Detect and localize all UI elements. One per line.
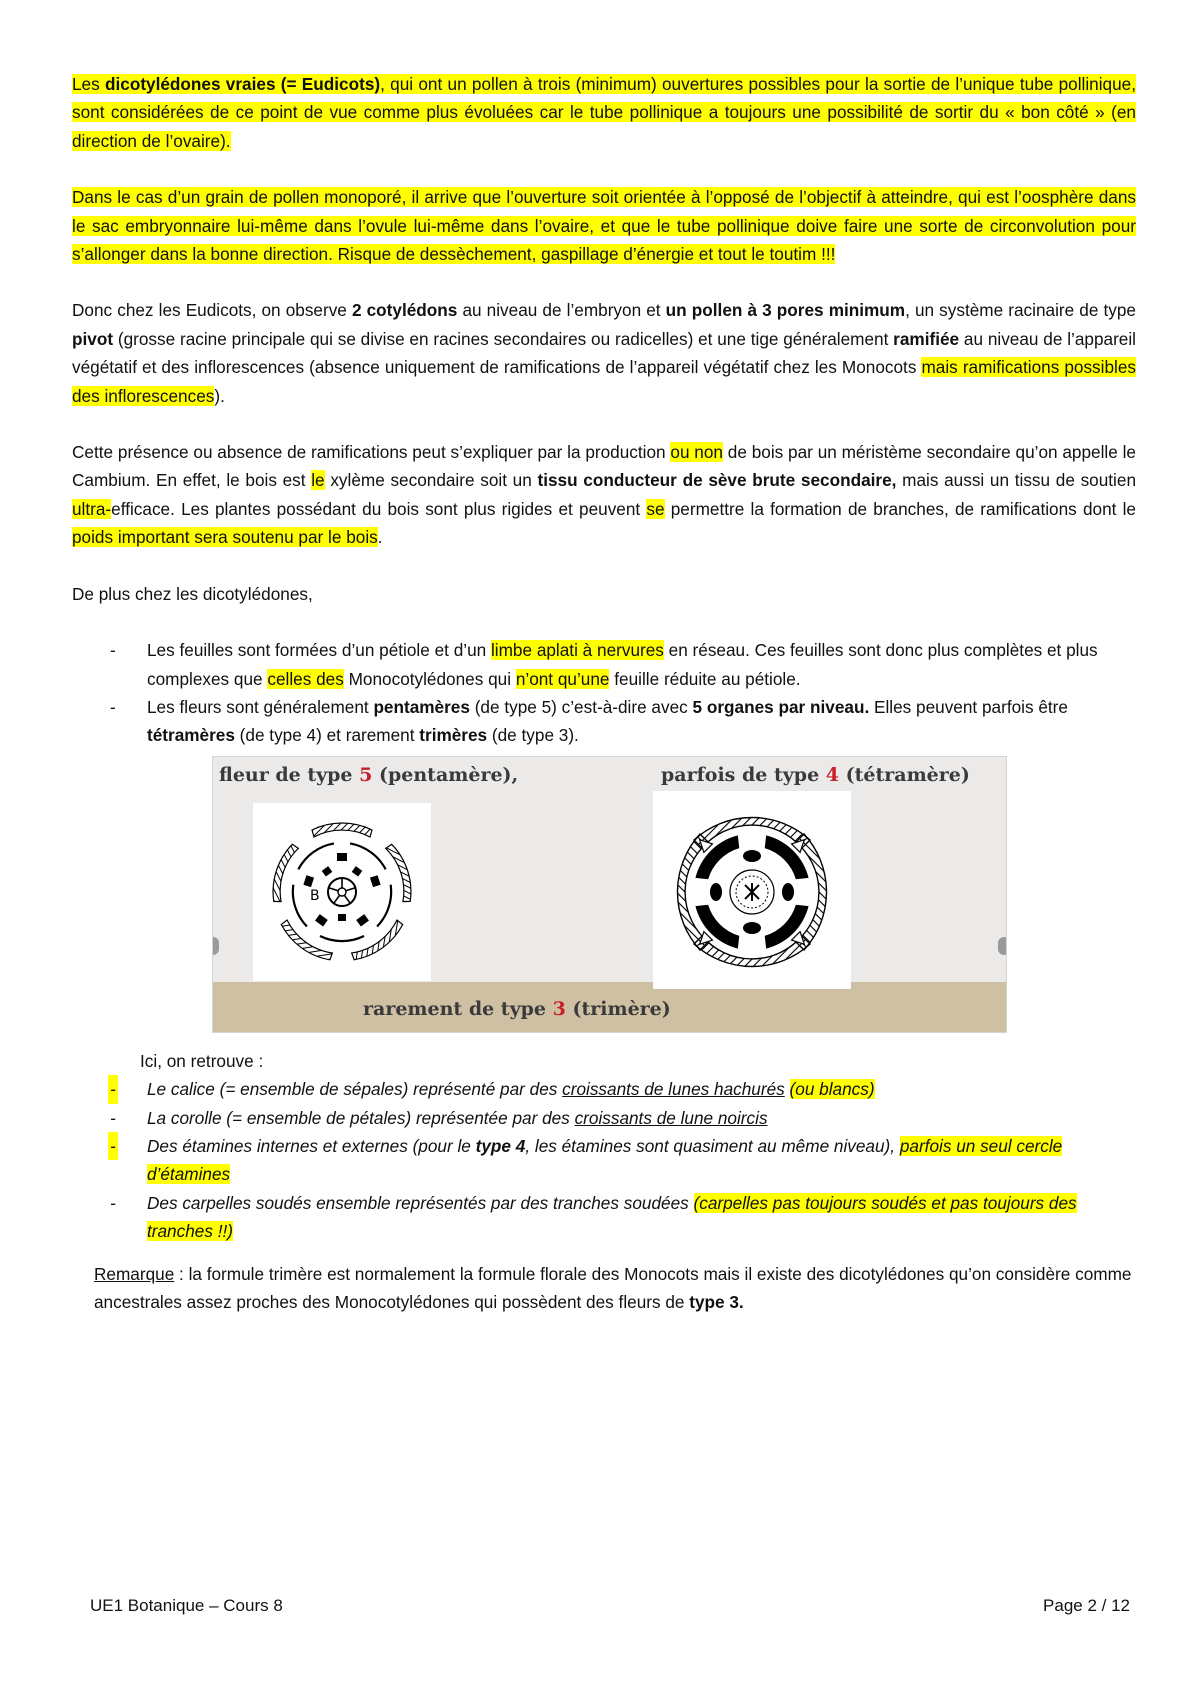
list-item: - La corolle (= ensemble de pétales) représentée par des croissants de lune noircis (110, 1107, 768, 1128)
tetramerous-diagram (653, 791, 851, 989)
list-item: - Les feuilles sont formées d’un pétiole et d’un limbe aplati à nervures en réseau. Ces feuilles sont donc plus complètes et plus complexes que celles des Monocotylédones qui n’ont qu’une feuille réduite au pétiole. (110, 640, 1098, 689)
paragraph-de-plus: De plus chez les dicotylédones, (72, 583, 313, 604)
paragraph-eudicots-traits: Donc chez les Eudicots, on observe 2 cotylédons au niveau de l’embryon et un pollen à 3 pores minimum, un système racinaire de type pivot (grosse racine principale qui se divise en racines secondaires ou radicelles) et une tige généralement ramifiée au niveau de l’appareil végétatif et des inflorescences (absence uniquement de ramifications de l’appareil végétatif chez les Monocots mais ramifications possibles des inflorescences). (72, 300, 1136, 406)
intro-ici: Ici, on retrouve : (140, 1050, 264, 1071)
figure-knob-left (212, 937, 219, 955)
figure-label-type4: parfois de type 4 (tétramère) (661, 763, 970, 786)
figure-knob-right (998, 937, 1007, 955)
pentamerous-diagram-svg (253, 803, 431, 981)
paragraph-cambium-wood: Cette présence ou absence de ramifications peut s’expliquer par la production ou non de bois par un méristème secondaire qu’on appelle le Cambium. En effet, le bois est le xylème secondaire soit un tissu conducteur de sève brute secondaire, mais aussi un tissu de soutien ultra-efficace. Les plantes possédant du bois sont plus rigides et peuvent se permettre la formation de branches, de ramifications dont le poids important sera soutenu par le bois. (72, 442, 1136, 548)
remark-paragraph: Remarque : la formule trimère est normalement la formule florale des Monocots mais il existe des dicotylédones qu’on considère comme ancestrales assez proches des Monocotylédones qui possèdent des fleurs de type 3. (94, 1263, 1132, 1312)
footer-course: UE1 Botanique – Cours 8 (90, 1596, 283, 1615)
diagram-letter: B (310, 887, 320, 904)
floral-diagram-figure (212, 756, 1007, 1033)
figure-label-type3: rarement de type 3 (trimère) (363, 997, 671, 1020)
tetramerous-diagram-svg (653, 791, 851, 989)
list-leaves-flowers (72, 636, 1136, 750)
list-item: - Les fleurs sont généralement pentamères (de type 5) c’est-à-dire avec 5 organes par niveau. Elles peuvent parfois être tétramères (de type 4) et rarement trimères (de type 3). (110, 696, 1068, 746)
figure-label-type5: fleur de type 5 (pentamère), (219, 763, 519, 786)
list-item: - Le calice (= ensemble de sépales) représenté par des croissants de lunes hachurés (ou blancs) (72, 1075, 1136, 1103)
pentamerous-diagram (253, 803, 431, 981)
list-item: - Des étamines internes et externes (pour le type 4, les étamines sont quasiment au même niveau), parfois un seul cercle d’étamines (72, 1132, 1136, 1189)
paragraph-eudicots-pollen: Les dicotylédones vraies (= Eudicots), qui ont un pollen à trois (minimum) ouvertures possibles pour la sortie de l’unique tube pollinique, sont considérées de ce point de vue comme plus évoluées car le tube pollinique a toujours une possibilité de sortir du « bon côté » (en direction de l’ovaire). (72, 74, 1136, 151)
document-page (72, 70, 1136, 1316)
list-item: - Des carpelles soudés ensemble représentés par des tranches soudées (carpelles pas toujours soudés et pas toujours des tranches !!) (110, 1192, 1077, 1242)
paragraph-monoporate-pollen: Dans le cas d’un grain de pollen monoporé, il arrive que l’ouverture soit orientée à l’opposé de l’objectif à atteindre, qui est l’oosphère dans le sac embryonnaire lui-même dans l’ovule lui-même dans l’ovaire, et que le tube pollinique doive faire une sorte de circonvolution pour s’allonger dans la bonne direction. Risque de dessèchement, gaspillage d’énergie et tout le toutim !!! (72, 187, 1136, 265)
list-floral-parts (72, 1075, 1136, 1245)
footer-page-number: Page 2 / 12 (1043, 1596, 1130, 1615)
